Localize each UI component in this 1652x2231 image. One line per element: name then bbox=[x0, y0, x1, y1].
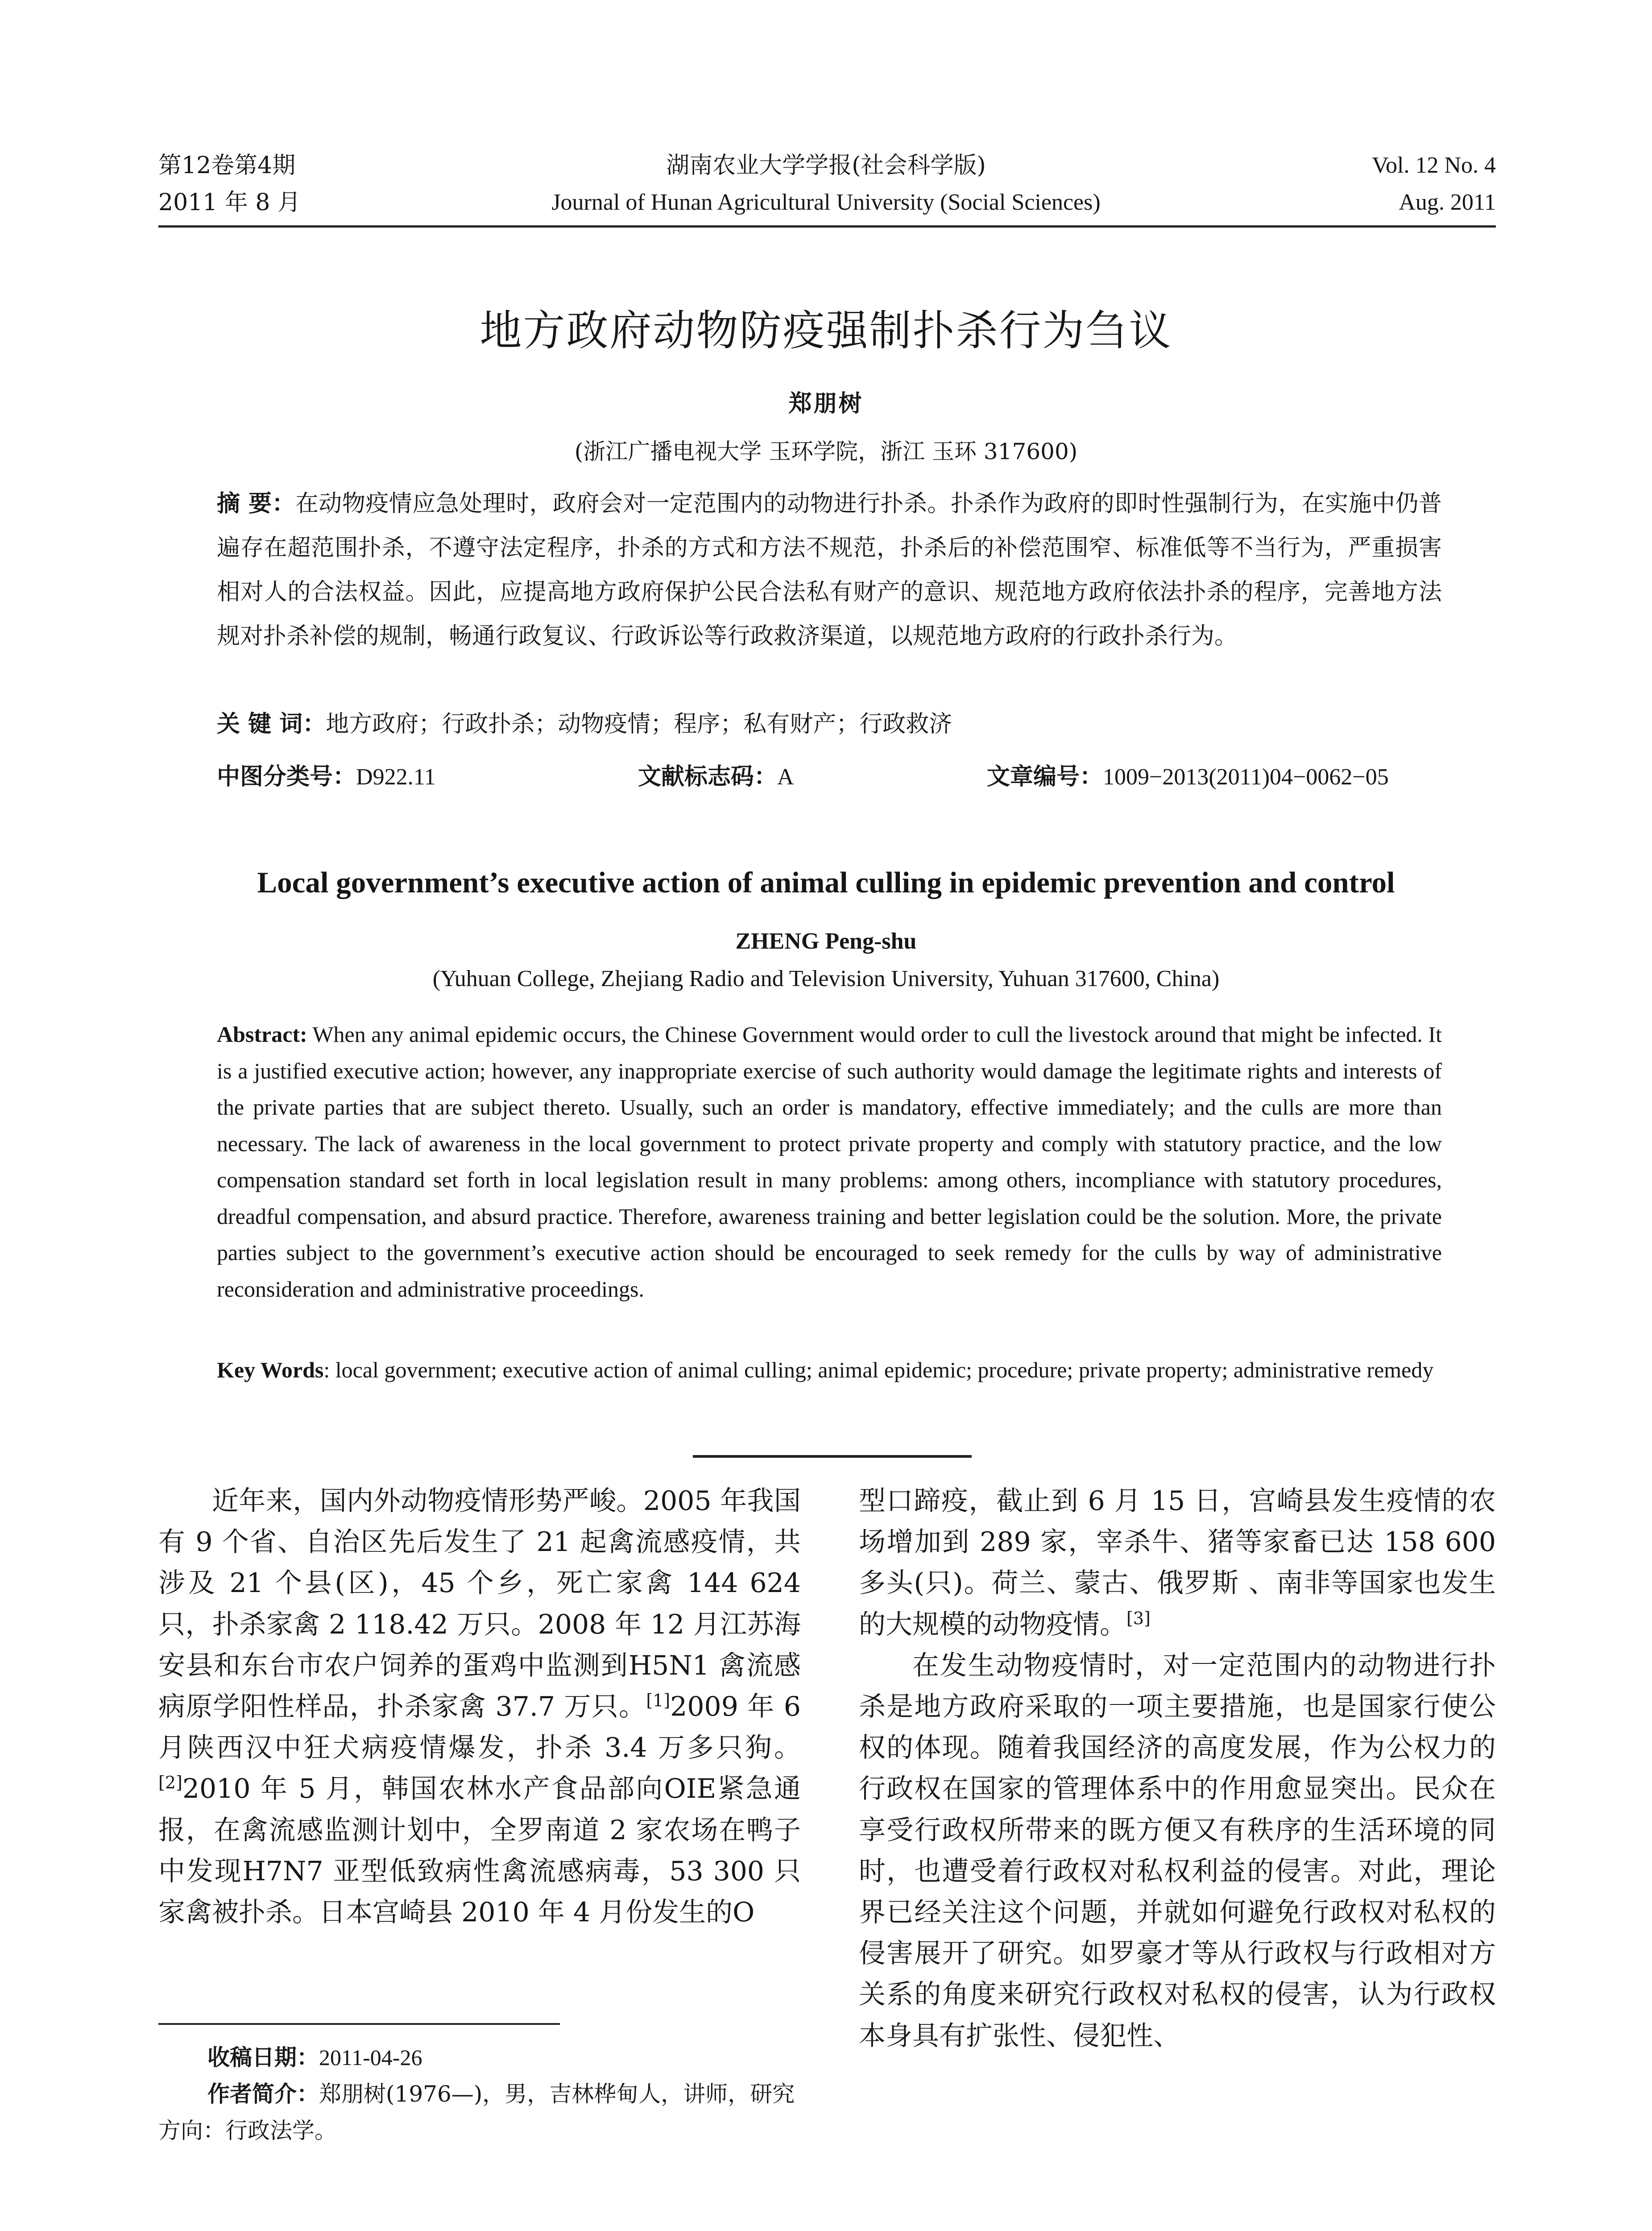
body-paragraph bbox=[158, 1480, 801, 1933]
abstract-en bbox=[217, 1016, 1442, 1307]
citation-ref: [3] bbox=[1126, 1608, 1151, 1628]
keywords-en-text: : local government; executive action of animal culling; animal epidemic; procedure; private property; administrative remedy bbox=[323, 1357, 1434, 1382]
body-left-column bbox=[158, 1480, 801, 1933]
author-cn: 郑朋树 bbox=[788, 390, 864, 417]
citation-ref: [1] bbox=[646, 1691, 671, 1711]
keywords-cn bbox=[217, 705, 952, 738]
header-journal-cn: 湖南农业大学学报(社会科学版) bbox=[666, 152, 986, 179]
keywords-en-label: Key Words bbox=[217, 1357, 324, 1382]
section-separator bbox=[693, 1455, 972, 1458]
article-number bbox=[987, 758, 1389, 791]
body-text: 在发生动物疫情时，对一定范围内的动物进行扑杀是地方政府采取的一项主要措施，也是国家行使公权的体现。随着我国经济的高度发展，作为公权力的行政权在国家的管理体系中的作用愈显突出。民众在享受行政权所带来的既方便又有秩序的生活环境的同时，也遭受着行政权对私权利益的侵害。对此，理论界已经关注这个问题，并就如何避免行政权对私权的侵害展开了研究。如罗豪才等从行政权与行政相对方关系的角度来研究行政权对私权的侵害，认为行政权本身具有扩张性、侵犯性、 bbox=[859, 1650, 1496, 2052]
art-value: 1009−2013(2011)04−0062−05 bbox=[1103, 764, 1389, 790]
author-bio-label: 作者简介： bbox=[207, 2081, 319, 2107]
doc-label: 文献标志码： bbox=[638, 763, 778, 790]
received-label: 收稿日期： bbox=[207, 2044, 319, 2070]
header-journal-en: Journal of Hunan Agricultural University (Social Sciences) bbox=[551, 190, 1101, 215]
abstract-cn bbox=[217, 482, 1442, 659]
header-rule bbox=[158, 225, 1496, 228]
body-paragraph bbox=[859, 1645, 1496, 2057]
doc-value: A bbox=[777, 764, 794, 790]
keywords-en bbox=[217, 1352, 1442, 1389]
body-text: 2010 年 5 月，韩国农林水产食品部向OIE紧急通报，在禽流感监测计划中，全罗南道 2 家农场在鸭子中发现H7N7 亚型低致病性禽流感病毒，53 300 只家禽被扑杀。日本宫崎县 2010 年 4 月份发生的O bbox=[158, 1773, 801, 1928]
title-en: Local government’s executive action of animal culling in epidemic prevention and control bbox=[257, 866, 1395, 899]
footnote-received bbox=[158, 2039, 801, 2076]
affiliation-en: (Yuhuan College, Zhejiang Radio and Television University, Yuhuan 317600, China) bbox=[432, 966, 1220, 991]
abstract-en-text: When any animal epidemic occurs, the Chinese Government would order to cull the livestock around that might be infected. It is a justified executive action; however, any inappropriate exercise of such authority would damage the legitimate rights and interests of the private parties that are subject thereto. Usually, such an order is mandatory, effective immediately; and the culls are more than necessary. The lack of awareness in the local government to protect private property and comply with statutory practice, and the low compensation standard set forth in local legislation result in many problems: among others, incompliance with statutory procedures, dreadful compensation, and absurd practice. Therefore, awareness training and better legislation could be the solution. More, the private parties subject to the government’s executive action should be encouraged to seek remedy for the culls by way of administrative reconsideration and administrative proceedings. bbox=[217, 1022, 1442, 1302]
body-text: 2009 年 6 月陕西汉中狂犬病疫情爆发，扑杀 3.4 万多只狗。 bbox=[158, 1691, 801, 1764]
affiliation-cn: (浙江广播电视大学 玉环学院，浙江 玉环 317600) bbox=[574, 439, 1078, 464]
abstract-en-label: Abstract: bbox=[217, 1022, 307, 1047]
header-volume-en: Vol. 12 No. 4 bbox=[1372, 153, 1496, 178]
keywords-cn-text: 地方政府；行政扑杀；动物疫情；程序；私有财产；行政救济 bbox=[326, 711, 952, 738]
author-en: ZHENG Peng-shu bbox=[735, 929, 917, 954]
clc-number bbox=[217, 758, 436, 791]
title-cn: 地方政府动物防疫强制扑杀行为刍议 bbox=[480, 307, 1172, 355]
art-label: 文章编号： bbox=[987, 763, 1103, 790]
footnote-author bbox=[158, 2076, 801, 2149]
footnote bbox=[158, 2039, 801, 2149]
body-paragraph bbox=[859, 1480, 1496, 1645]
clc-value: D922.11 bbox=[356, 764, 436, 790]
body-right-column bbox=[859, 1480, 1496, 2057]
header-date-en: Aug. 2011 bbox=[1399, 190, 1496, 215]
abstract-cn-label: 摘 要： bbox=[217, 490, 295, 517]
footnote-rule bbox=[158, 2023, 560, 2025]
clc-label: 中图分类号： bbox=[217, 763, 356, 790]
received-value: 2011-04-26 bbox=[319, 2045, 422, 2070]
body-text: 近年来，国内外动物疫情形势严峻。2005 年我国有 9 个省、自治区先后发生了 21 起禽流感疫情，共涉及 21 个县(区)，45 个乡，死亡家禽 144 624 只，扑杀家禽 2 118.42 万只。2008 年 12 月江苏海安县和东台市农户饲养的蛋鸡中监测到H5N1 禽流感病原学阳性样品，扑杀家禽 37.7 万只。 bbox=[158, 1485, 801, 1723]
header-volume-cn: 第12卷第4期 bbox=[158, 152, 296, 179]
header-date-cn: 2011 年 8 月 bbox=[158, 189, 301, 216]
body-text: 型口蹄疫，截止到 6 月 15 日，宫崎县发生疫情的农场增加到 289 家，宰杀牛、猪等家畜已达 158 600 多头(只)。荷兰、蒙古、俄罗斯 、南非等国家也发生的大规模的动物疫情。 bbox=[859, 1485, 1496, 1640]
citation-ref: [2] bbox=[158, 1773, 182, 1793]
author-bio-value: 郑朋树(1976—)，男，吉林桦甸人，讲师，研究方向：行政法学。 bbox=[158, 2081, 795, 2144]
document-code bbox=[638, 758, 794, 791]
abstract-cn-text: 在动物疫情应急处理时，政府会对一定范围内的动物进行扑杀。扑杀作为政府的即时性强制行为，在实施中仍普遍存在超范围扑杀，不遵守法定程序，扑杀的方式和方法不规范，扑杀后的补偿范围窄、标准低等不当行为，严重损害相对人的合法权益。因此，应提高地方政府保护公民合法私有财产的意识、规范地方政府依法扑杀的程序，完善地方法规对扑杀补偿的规制，畅通行政复议、行政诉讼等行政救济渠道，以规范地方政府的行政扑杀行为。 bbox=[217, 490, 1442, 650]
keywords-cn-label: 关 键 词： bbox=[217, 711, 326, 738]
